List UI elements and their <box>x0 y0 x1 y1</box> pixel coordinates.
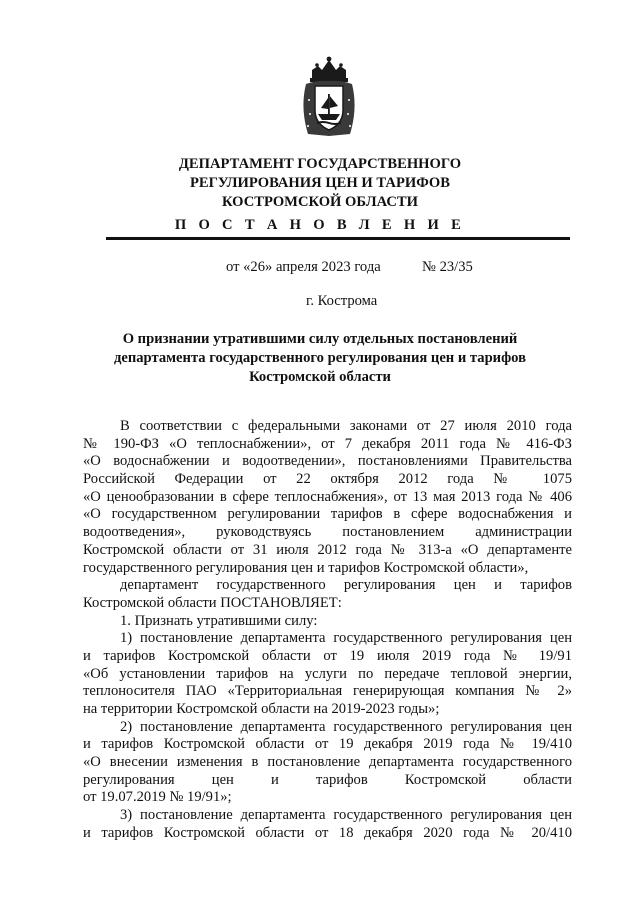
body-line: водоотведения», руководствуясь постановлением администрации <box>83 524 572 541</box>
body-line: Российской Федерации от 22 октября 2012 года № 1075 <box>83 471 572 488</box>
body-line: и тарифов Костромской области от 18 декабря 2020 года № 20/410 <box>83 824 572 841</box>
body-line: 2) постановление департамента государственного регулирования цен <box>120 718 572 735</box>
department-name <box>0 155 640 212</box>
body-line: регулирования цен и тарифов Костромской области <box>83 771 572 788</box>
subject-line: департамента государственного регулирования цен и тарифов <box>113 350 527 366</box>
body-line: 1. Признать утратившими силу: <box>120 612 318 629</box>
coat-of-arms-icon <box>298 56 360 138</box>
body-line: «О внесении изменения в постановление департамента государственного <box>83 754 572 771</box>
date-number-line <box>226 259 526 276</box>
header-divider <box>106 237 570 240</box>
body-line: В соответствии с федеральными законами от 27 июля 2010 года <box>120 418 572 434</box>
department-name-line: КОСТРОМСКОЙ ОБЛАСТИ <box>221 194 419 210</box>
document-subject <box>100 330 540 387</box>
document-number: № 23/35 <box>422 259 473 275</box>
body-line: 1) постановление департамента государственного регулирования цен <box>120 630 572 647</box>
body-line: государственного регулирования цен и тарифов Костромской области», <box>83 559 529 576</box>
body-line: и тарифов Костромской области от 19 декабря 2019 года № 19/410 <box>83 736 572 753</box>
body-line: «О государственном регулировании тарифов в сфере водоснабжения и <box>83 506 572 523</box>
body-line: Костромской области от 31 июля 2012 года № 313-а «О департаменте <box>83 541 572 558</box>
body-line: № 190-ФЗ «О теплоснабжении», от 7 декабря 2011 года № 416-ФЗ <box>83 435 572 452</box>
document-body <box>83 418 572 843</box>
subject-line: Костромской области <box>249 369 391 385</box>
body-line: на территории Костромской области на 2019-2023 годы»; <box>83 701 440 717</box>
document-type-title: П О С Т А Н О В Л Е Н И Е <box>174 217 466 233</box>
body-line: «О ценообразовании в сфере теплоснабжения», от 13 мая 2013 года № 406 <box>83 488 572 505</box>
document-city: г. Кострома <box>306 293 378 309</box>
body-line: от 19.07.2019 № 19/91»; <box>83 789 232 806</box>
body-line: «О водоснабжении и водоотведении», постановлениями Правительства <box>83 453 572 470</box>
department-name-line: РЕГУЛИРОВАНИЯ ЦЕН И ТАРИФОВ <box>189 175 451 191</box>
subject-line: О признании утратившими силу отдельных постановлений <box>122 331 518 347</box>
body-line: 3) постановление департамента государственного регулирования цен <box>120 807 572 824</box>
document-date: от «26» апреля 2023 года <box>226 259 381 275</box>
department-name-line: ДЕПАРТАМЕНТ ГОСУДАРСТВЕННОГО <box>178 156 462 172</box>
body-line: и тарифов Костромской области от 19 июля 2019 года № 19/91 <box>83 647 572 664</box>
body-line: «Об установлении тарифов на услуги по передаче тепловой энергии, <box>83 665 572 682</box>
body-line: департамент государственного регулирования цен и тарифов <box>120 577 572 594</box>
body-line: Костромской области ПОСТАНОВЛЯЕТ: <box>83 594 342 611</box>
body-line: теплоносителя ПАО «Территориальная генерирующая компания № 2» <box>83 683 572 700</box>
